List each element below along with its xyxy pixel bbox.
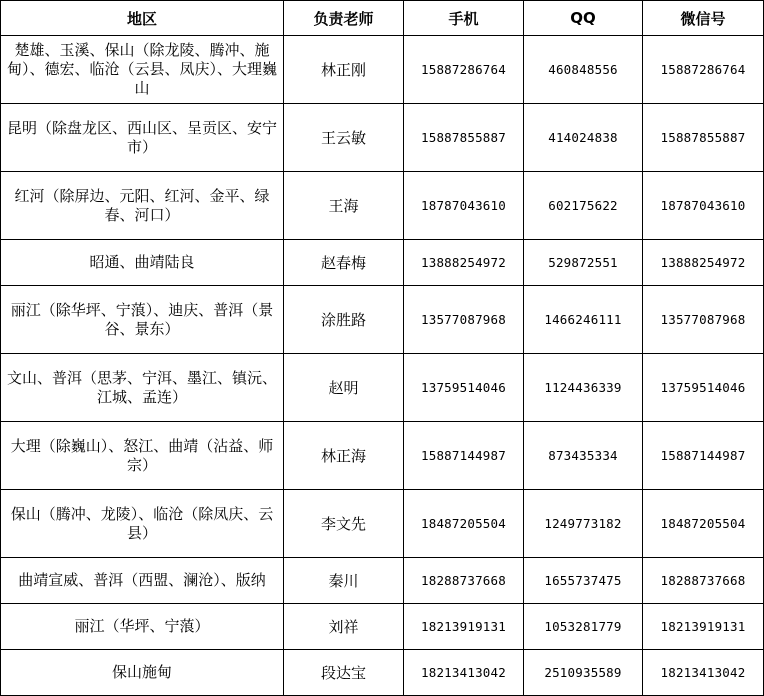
- wechat-cell: 13759514046: [643, 354, 764, 422]
- region-cell: 丽江（除华坪、宁蒗）、迪庆、普洱（景谷、景东）: [1, 286, 284, 354]
- table-row: [1, 240, 764, 286]
- qq-cell: 2510935589: [524, 650, 643, 696]
- phone-cell: 18487205504: [404, 490, 524, 558]
- teacher-cell: 段达宝: [284, 650, 404, 696]
- teacher-cell: 林正海: [284, 422, 404, 490]
- region-cell: 文山、普洱（思茅、宁洱、墨江、镇沅、江城、孟连）: [1, 354, 284, 422]
- phone-cell: 15887855887: [404, 104, 524, 172]
- teacher-cell: 李文先: [284, 490, 404, 558]
- phone-cell: 18213919131: [404, 604, 524, 650]
- table-row: [1, 286, 764, 354]
- region-cell: 丽江（华坪、宁蒗）: [1, 604, 284, 650]
- table-row: [1, 490, 764, 558]
- table-row: [1, 172, 764, 240]
- region-cell: 楚雄、玉溪、保山（除龙陵、腾冲、施甸）、德宏、临沧（云县、凤庆）、大理巍山: [1, 36, 284, 104]
- region-cell: 昆明（除盘龙区、西山区、呈贡区、安宁市）: [1, 104, 284, 172]
- header-row: [1, 1, 764, 36]
- teacher-cell: 王云敏: [284, 104, 404, 172]
- qq-cell: 529872551: [524, 240, 643, 286]
- header-qq: QQ: [524, 1, 643, 36]
- qq-cell: 1655737475: [524, 558, 643, 604]
- wechat-cell: 15887286764: [643, 36, 764, 104]
- region-cell: 红河（除屏边、元阳、红河、金平、绿春、河口）: [1, 172, 284, 240]
- teacher-cell: 赵春梅: [284, 240, 404, 286]
- wechat-cell: 18213413042: [643, 650, 764, 696]
- region-cell: 曲靖宣威、普洱（西盟、澜沧）、版纳: [1, 558, 284, 604]
- region-cell: 保山施甸: [1, 650, 284, 696]
- table-row: [1, 558, 764, 604]
- teacher-cell: 赵明: [284, 354, 404, 422]
- table-row: [1, 650, 764, 696]
- table-row: [1, 422, 764, 490]
- region-cell: 保山（腾冲、龙陵）、临沧（除凤庆、云县）: [1, 490, 284, 558]
- wechat-cell: 18787043610: [643, 172, 764, 240]
- phone-cell: 15887286764: [404, 36, 524, 104]
- table-row: [1, 354, 764, 422]
- phone-cell: 13759514046: [404, 354, 524, 422]
- qq-cell: 1053281779: [524, 604, 643, 650]
- phone-cell: 18213413042: [404, 650, 524, 696]
- phone-cell: 18787043610: [404, 172, 524, 240]
- qq-cell: 1124436339: [524, 354, 643, 422]
- header-region: 地区: [1, 1, 284, 36]
- teacher-cell: 涂胜路: [284, 286, 404, 354]
- wechat-cell: 15887144987: [643, 422, 764, 490]
- region-cell: 大理（除巍山）、怒江、曲靖（沾益、师宗）: [1, 422, 284, 490]
- qq-cell: 414024838: [524, 104, 643, 172]
- phone-cell: 18288737668: [404, 558, 524, 604]
- wechat-cell: 18288737668: [643, 558, 764, 604]
- table-row: [1, 36, 764, 104]
- wechat-cell: 18213919131: [643, 604, 764, 650]
- header-wechat: 微信号: [643, 1, 764, 36]
- phone-cell: 13888254972: [404, 240, 524, 286]
- qq-cell: 460848556: [524, 36, 643, 104]
- wechat-cell: 18487205504: [643, 490, 764, 558]
- wechat-cell: 15887855887: [643, 104, 764, 172]
- phone-cell: 15887144987: [404, 422, 524, 490]
- qq-cell: 873435334: [524, 422, 643, 490]
- teacher-cell: 王海: [284, 172, 404, 240]
- qq-cell: 1466246111: [524, 286, 643, 354]
- header-teacher: 负责老师: [284, 1, 404, 36]
- teacher-cell: 林正刚: [284, 36, 404, 104]
- table-row: [1, 104, 764, 172]
- table-row: [1, 604, 764, 650]
- qq-cell: 602175622: [524, 172, 643, 240]
- phone-cell: 13577087968: [404, 286, 524, 354]
- qq-cell: 1249773182: [524, 490, 643, 558]
- teacher-cell: 刘祥: [284, 604, 404, 650]
- region-cell: 昭通、曲靖陆良: [1, 240, 284, 286]
- wechat-cell: 13577087968: [643, 286, 764, 354]
- teacher-cell: 秦川: [284, 558, 404, 604]
- wechat-cell: 13888254972: [643, 240, 764, 286]
- header-phone: 手机: [404, 1, 524, 36]
